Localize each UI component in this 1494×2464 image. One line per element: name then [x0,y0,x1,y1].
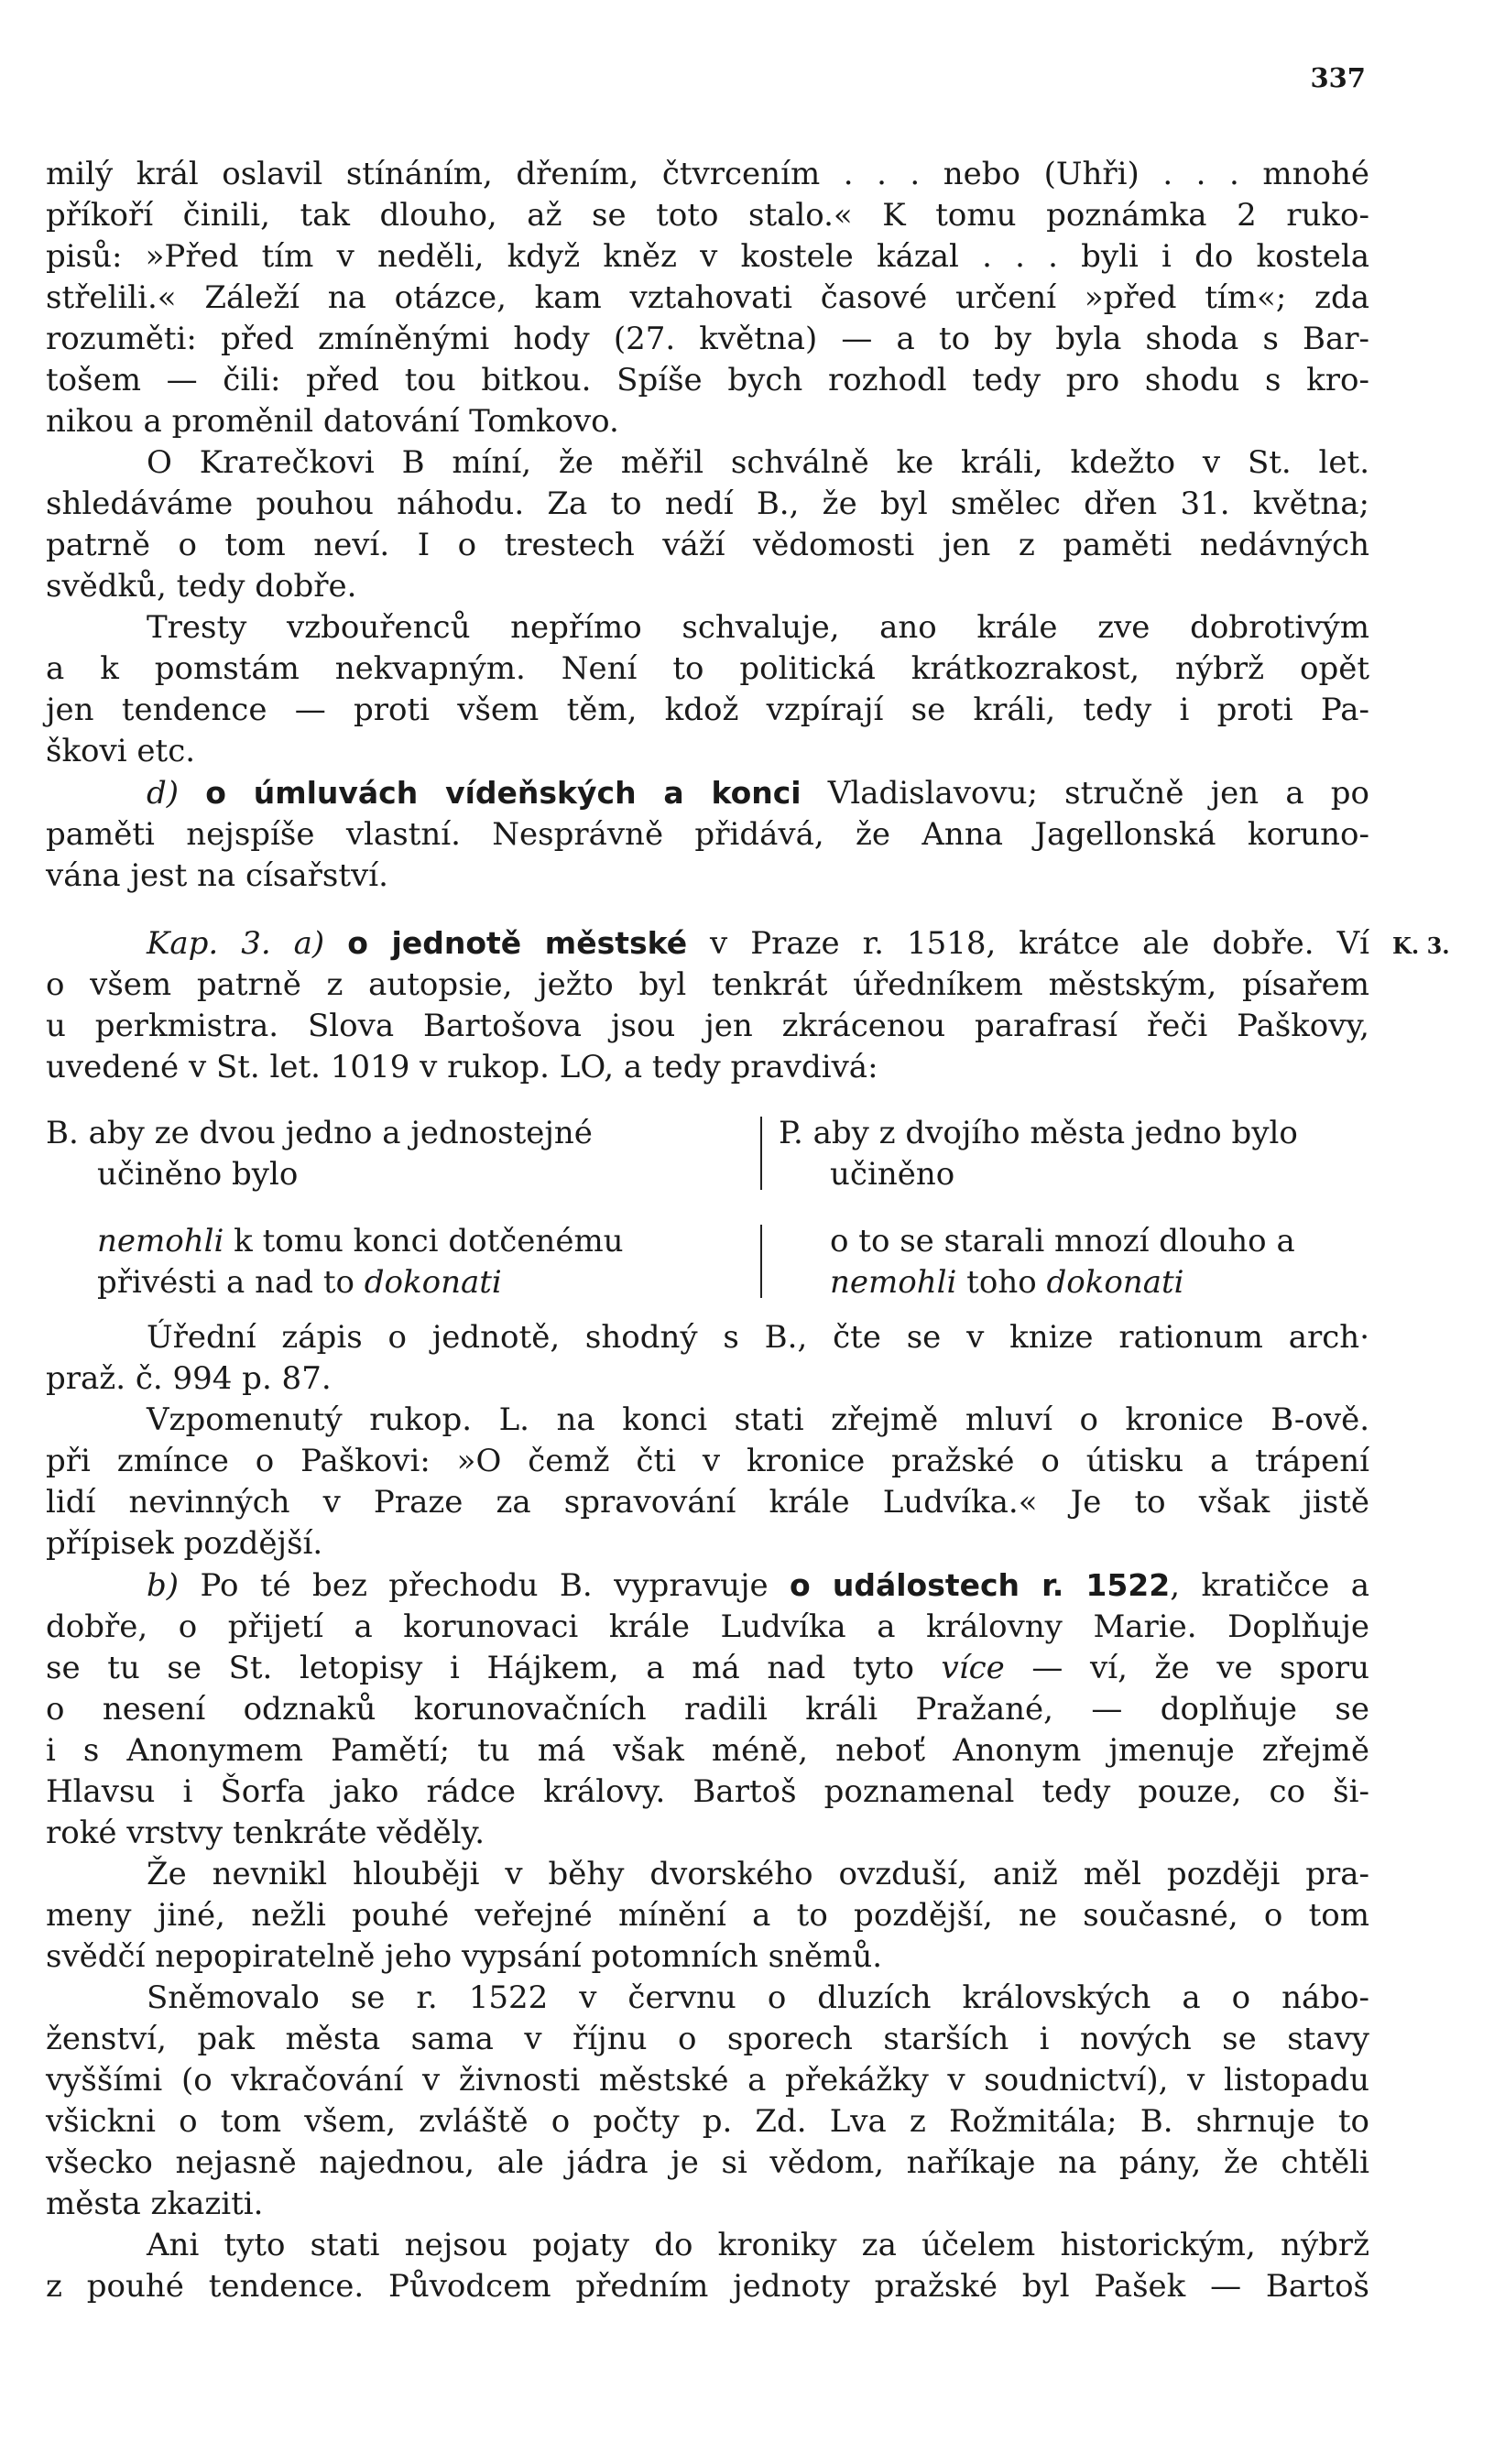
text-line: a k pomstám nekvapným. Není to politická krátkozrakost, nýbrž opět [46,650,1369,687]
text-line: meny jiné, nežli pouhé veřejné mínění a to pozdější, ne současné, o tom [46,1897,1369,1934]
text-line [46,772,1369,814]
italic-word: nemohli [830,1264,957,1301]
text-line: paměti nejspíše vlastní. Nesprávně přidává, že Anna Jagellonská koruno- [46,816,1369,853]
text-line: všecko nejasně najednou, ale jádra je si vědom, naříkaje na pány, že chtěli [46,2144,1369,2181]
text-line: města zkaziti. [46,2186,264,2222]
column-divider [760,1117,762,1190]
text-line [46,1648,1369,1689]
text-line: svědků, tedy dobře. [46,568,357,605]
italic-word: dokonati [1046,1264,1184,1301]
text-line [830,1262,1295,1303]
main-text [46,154,1369,1088]
text-line: o to se starali mnozí dlouho a [830,1223,1295,1259]
text-line: příkoří činili, tak dlouho, až se toto stalo.« K tomu poznámka 2 ruko- [46,197,1369,234]
page-number: 337 [1310,62,1366,93]
text-line: roké vrstvy tenkráte věděly. [46,1815,485,1851]
text-line: milý král oslavil stínáním, dřením, čtvrcením . . . nebo (Uhři) . . . mnohé [46,156,1369,192]
text-line: Sněmovalo se r. 1522 v červnu o dluzích královských a o nábo- [147,1979,1369,2016]
italic-word: dokonati [364,1264,502,1301]
text-line: Úřední zápis o jednotě, shodný s B., čte se v knize rationum arch· [147,1319,1369,1356]
comparison-cell [779,1221,1295,1303]
text-line: nikou a proměnil datování Tomkovo. [46,403,619,440]
text-line [97,1221,624,1262]
text-line: Vzpomenutý rukop. L. na konci stati zřejmě mluví o kronice B-ově. [147,1401,1369,1438]
text-line: o nesení odznaků korunovačních radili králi Pražané, — doplňuje se [46,1691,1369,1728]
text-line: střelili.« Záleží na otázce, kam vztahovati časové určení »před tím«; zda [46,279,1369,316]
text-line [46,1565,1369,1607]
text-span: v Praze r. 1518, krátce ale dobře. Ví [687,925,1370,962]
comparison-cell [779,1113,1298,1195]
text-line [97,1262,624,1303]
text-span: , kratičce a [1170,1567,1370,1604]
margin-note: K. 3. [1392,932,1450,959]
main-text-continued [46,1317,1369,2307]
text-line: učiněno [830,1156,955,1193]
italic-word: více [941,1650,1005,1686]
paragraph [46,1565,1369,1854]
text-line: uvedené v St. let. 1019 v rukop. LO, a tedy pravdivá: [46,1049,878,1085]
text-line: shledáváme pouhou náhodu. Za to nedí B., že byl smělec dřen 31. května; [46,485,1369,522]
text-span: — ví, že ve sporu [1004,1650,1369,1686]
section-heading: o jednotě městské [347,925,688,961]
text-line: praž. č. 994 p. 87. [46,1360,332,1397]
text-line: P. aby z dvojího města jedno bylo [779,1115,1298,1151]
text-line: rozuměti: před zmíněnými hody (27. května) — a to by byla shoda s Bar- [46,321,1369,357]
text-line: z pouhé tendence. Původcem předním jednoty pražské byl Pašek — Bartoš [46,2268,1369,2305]
text-line: u perkmistra. Slova Bartošova jsou jen zkrácenou parafrasí řeči Paškovy, [46,1008,1369,1044]
paragraph [46,607,1369,772]
text-line: Že nevnikl hlouběji v běhy dvorského ovzduší, aniž měl později pra- [147,1856,1369,1892]
paragraph [46,154,1369,442]
text-span: přivésti a nad to [97,1264,365,1301]
text-line: pisů: »Před tím v neděli, když kněz v kostele kázal . . . byli i do kostela [46,238,1369,275]
text-line: vána jest na císařství. [46,857,388,894]
paragraph [46,2225,1369,2307]
paragraph [46,772,1369,897]
paragraph [46,442,1369,607]
text-line: i s Anonymem Pamětí; tu má však méně, neboť Anonym jmenuje zřejmě [46,1732,1369,1769]
text-span: Po té bez přechodu B. vypravuje [179,1567,791,1604]
paragraph [46,1400,1369,1565]
text-span: se tu se St. letopisy i Hájkem, a má nad tyto [46,1650,942,1686]
text-line: škovi etc. [46,733,196,769]
text-line: jen tendence — proti všem těm, kdož vzpírají se králi, tedy i proti Pa- [46,692,1369,728]
text-line: Tresty vzbouřenců nepřímo schvaluje, ano krále zve dobrotivým [147,609,1369,646]
text-line: patrně o tom neví. I o trestech váží vědomosti jen z paměti nedávných [46,527,1369,563]
text-span: Vladislavovu; stručně jen a po [801,775,1370,812]
chapter-label: Kap. 3. [147,925,271,962]
text-line: Hlavsu i Šorfa jako rádce královy. Bartoš poznamenal tedy pouze, co ši- [46,1773,1369,1810]
text-span: k tomu konci dotčenému [224,1223,624,1259]
text-line: ženství, pak města sama v říjnu o sporech starších i nových se stavy [46,2021,1369,2057]
paragraph [46,1317,1369,1400]
item-label: b) [147,1567,180,1604]
item-label: d) [147,775,180,812]
paragraph [46,1978,1369,2225]
text-line: učiněno bylo [97,1156,299,1193]
text-line: o všem patrně z autopsie, ježto byl tenkrát úředníkem městským, písařem [46,966,1369,1003]
text-line: vyššími (o vkračování v živnosti městské a překážky v soudnictví), v listopadu [46,2062,1369,2099]
text-line: Ani tyto stati nejsou pojaty do kroniky za účelem historickým, nýbrž [147,2227,1369,2263]
section-heading: o událostech r. 1522 [790,1567,1171,1603]
column-divider [760,1225,762,1298]
paragraph [46,922,1369,1088]
comparison-cell [46,1113,593,1195]
text-line: přípisek pozdější. [46,1525,323,1562]
text-line: tošem — čili: před tou bitkou. Spíše bych rozhodl tedy pro shodu s kro- [46,362,1369,398]
item-label: a) [293,925,325,962]
text-line: O Krатečkovi B míní, že měřil schválně ke králi, kdežto v St. let. [147,444,1369,481]
text-span: toho [956,1264,1047,1301]
text-line: B. aby ze dvou jedno a jednostejné [46,1115,593,1151]
italic-word: nemohli [97,1223,224,1259]
text-line: svědčí nepopiratelně jeho vypsání potomních sněmů. [46,1938,883,1975]
paragraph [46,1854,1369,1978]
text-line: všickni o tom všem, zvláště o počty p. Zd. Lva z Rožmitála; B. shrnuje to [46,2103,1369,2140]
text-line [46,922,1369,965]
text-line: při zmínce o Paškovi: »O čemž čti v kronice pražské o útisku a trápení [46,1443,1369,1479]
section-heading: o úmluvách vídeňských a konci [205,775,802,811]
text-line: lidí nevinných v Praze za spravování krále Ludvíka.« Je to však jistě [46,1484,1369,1521]
text-line: dobře, o přijetí a korunovaci krále Ludvíka a královny Marie. Doplňuje [46,1608,1369,1645]
comparison-cell [46,1221,624,1303]
